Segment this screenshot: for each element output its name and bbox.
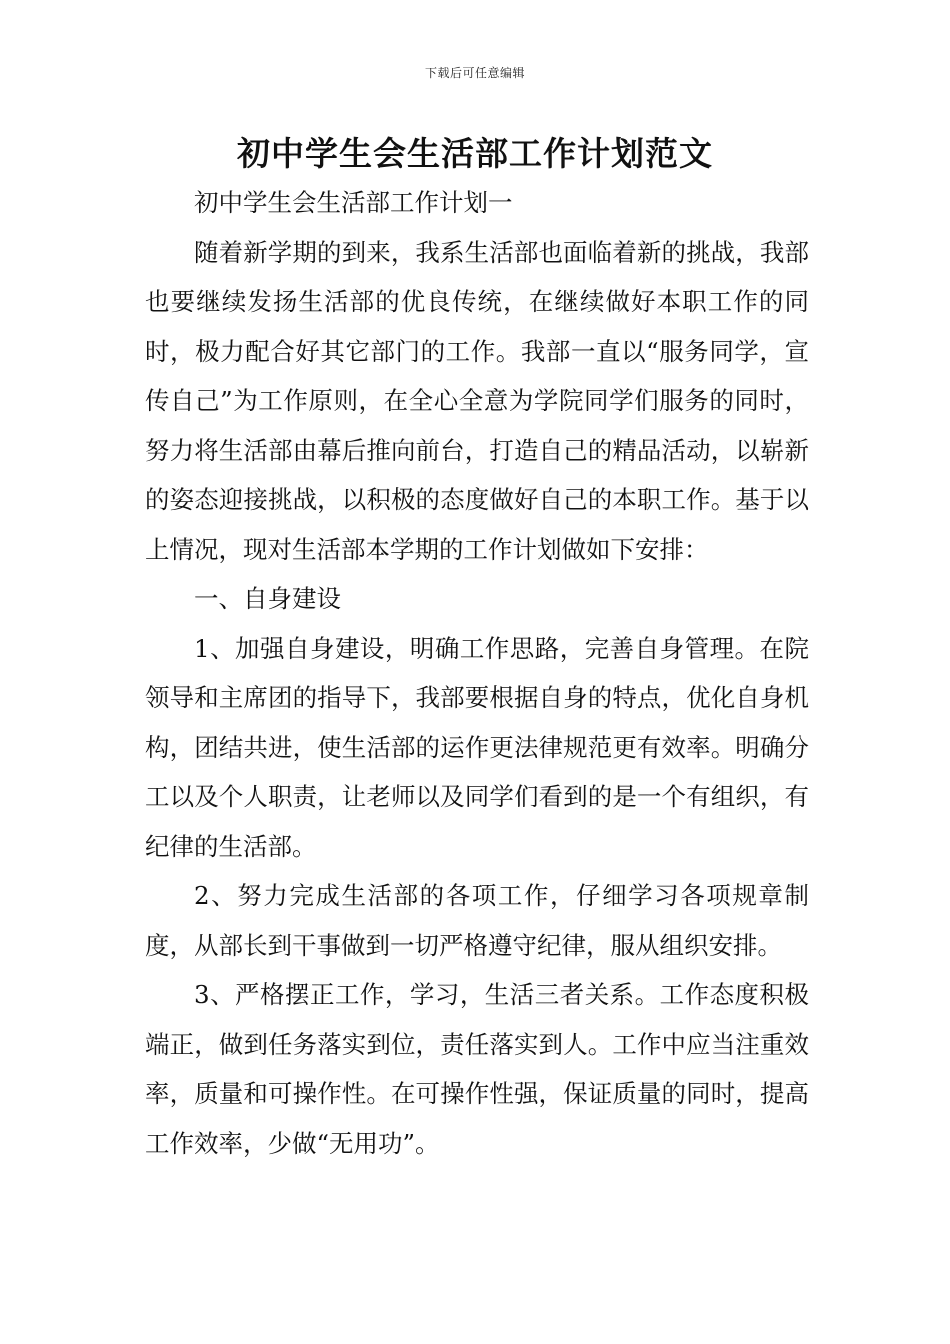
paragraph-item-1: 1、加强自身建设，明确工作思路，完善自身管理。在院领导和主席团的指导下，我部要根据自身的特点，优化自身机构，团结共进，使生活部的运作更法律规范更有效率。明确分工以及个人职责，让老师以及同学们看到的是一个有组织，有纪律的生活部。 (145, 633, 809, 861)
paragraph-item-3: 3、严格摆正工作，学习，生活三者关系。工作态度积极端正，做到任务落实到位，责任落实到人。工作中应当注重效率，质量和可操作性。在可操作性强，保证质量的同时，提高工作效率，少做“无用功”。 (145, 980, 809, 1158)
document-body (145, 178, 809, 1168)
paragraph-item-2: 2、努力完成生活部的各项工作，仔细学习各项规章制度，从部长到干事做到一切严格遵守纪律，服从组织安排。 (145, 881, 809, 960)
document-title: 初中学生会生活部工作计划范文 (237, 134, 713, 173)
section-heading-plan-one: 初中学生会生活部工作计划一 (194, 188, 513, 217)
paragraph-intro: 随着新学期的到来，我系生活部也面临着新的挑战，我部也要继续发扬生活部的优良传统，在继续做好本职工作的同时，极力配合好其它部门的工作。我部一直以“服务同学，宣传自己”为工作原则，在全心全意为学院同学们服务的同时，努力将生活部由幕后推向前台，打造自己的精品活动，以崭新的姿态迎接挑战，以积极的态度做好自己的本职工作。基于以上情况，现对生活部本学期的工作计划做如下安排： (145, 237, 809, 564)
header-note: 下载后可任意编辑 (424, 66, 525, 80)
section-heading-self-building: 一、自身建设 (194, 584, 341, 613)
